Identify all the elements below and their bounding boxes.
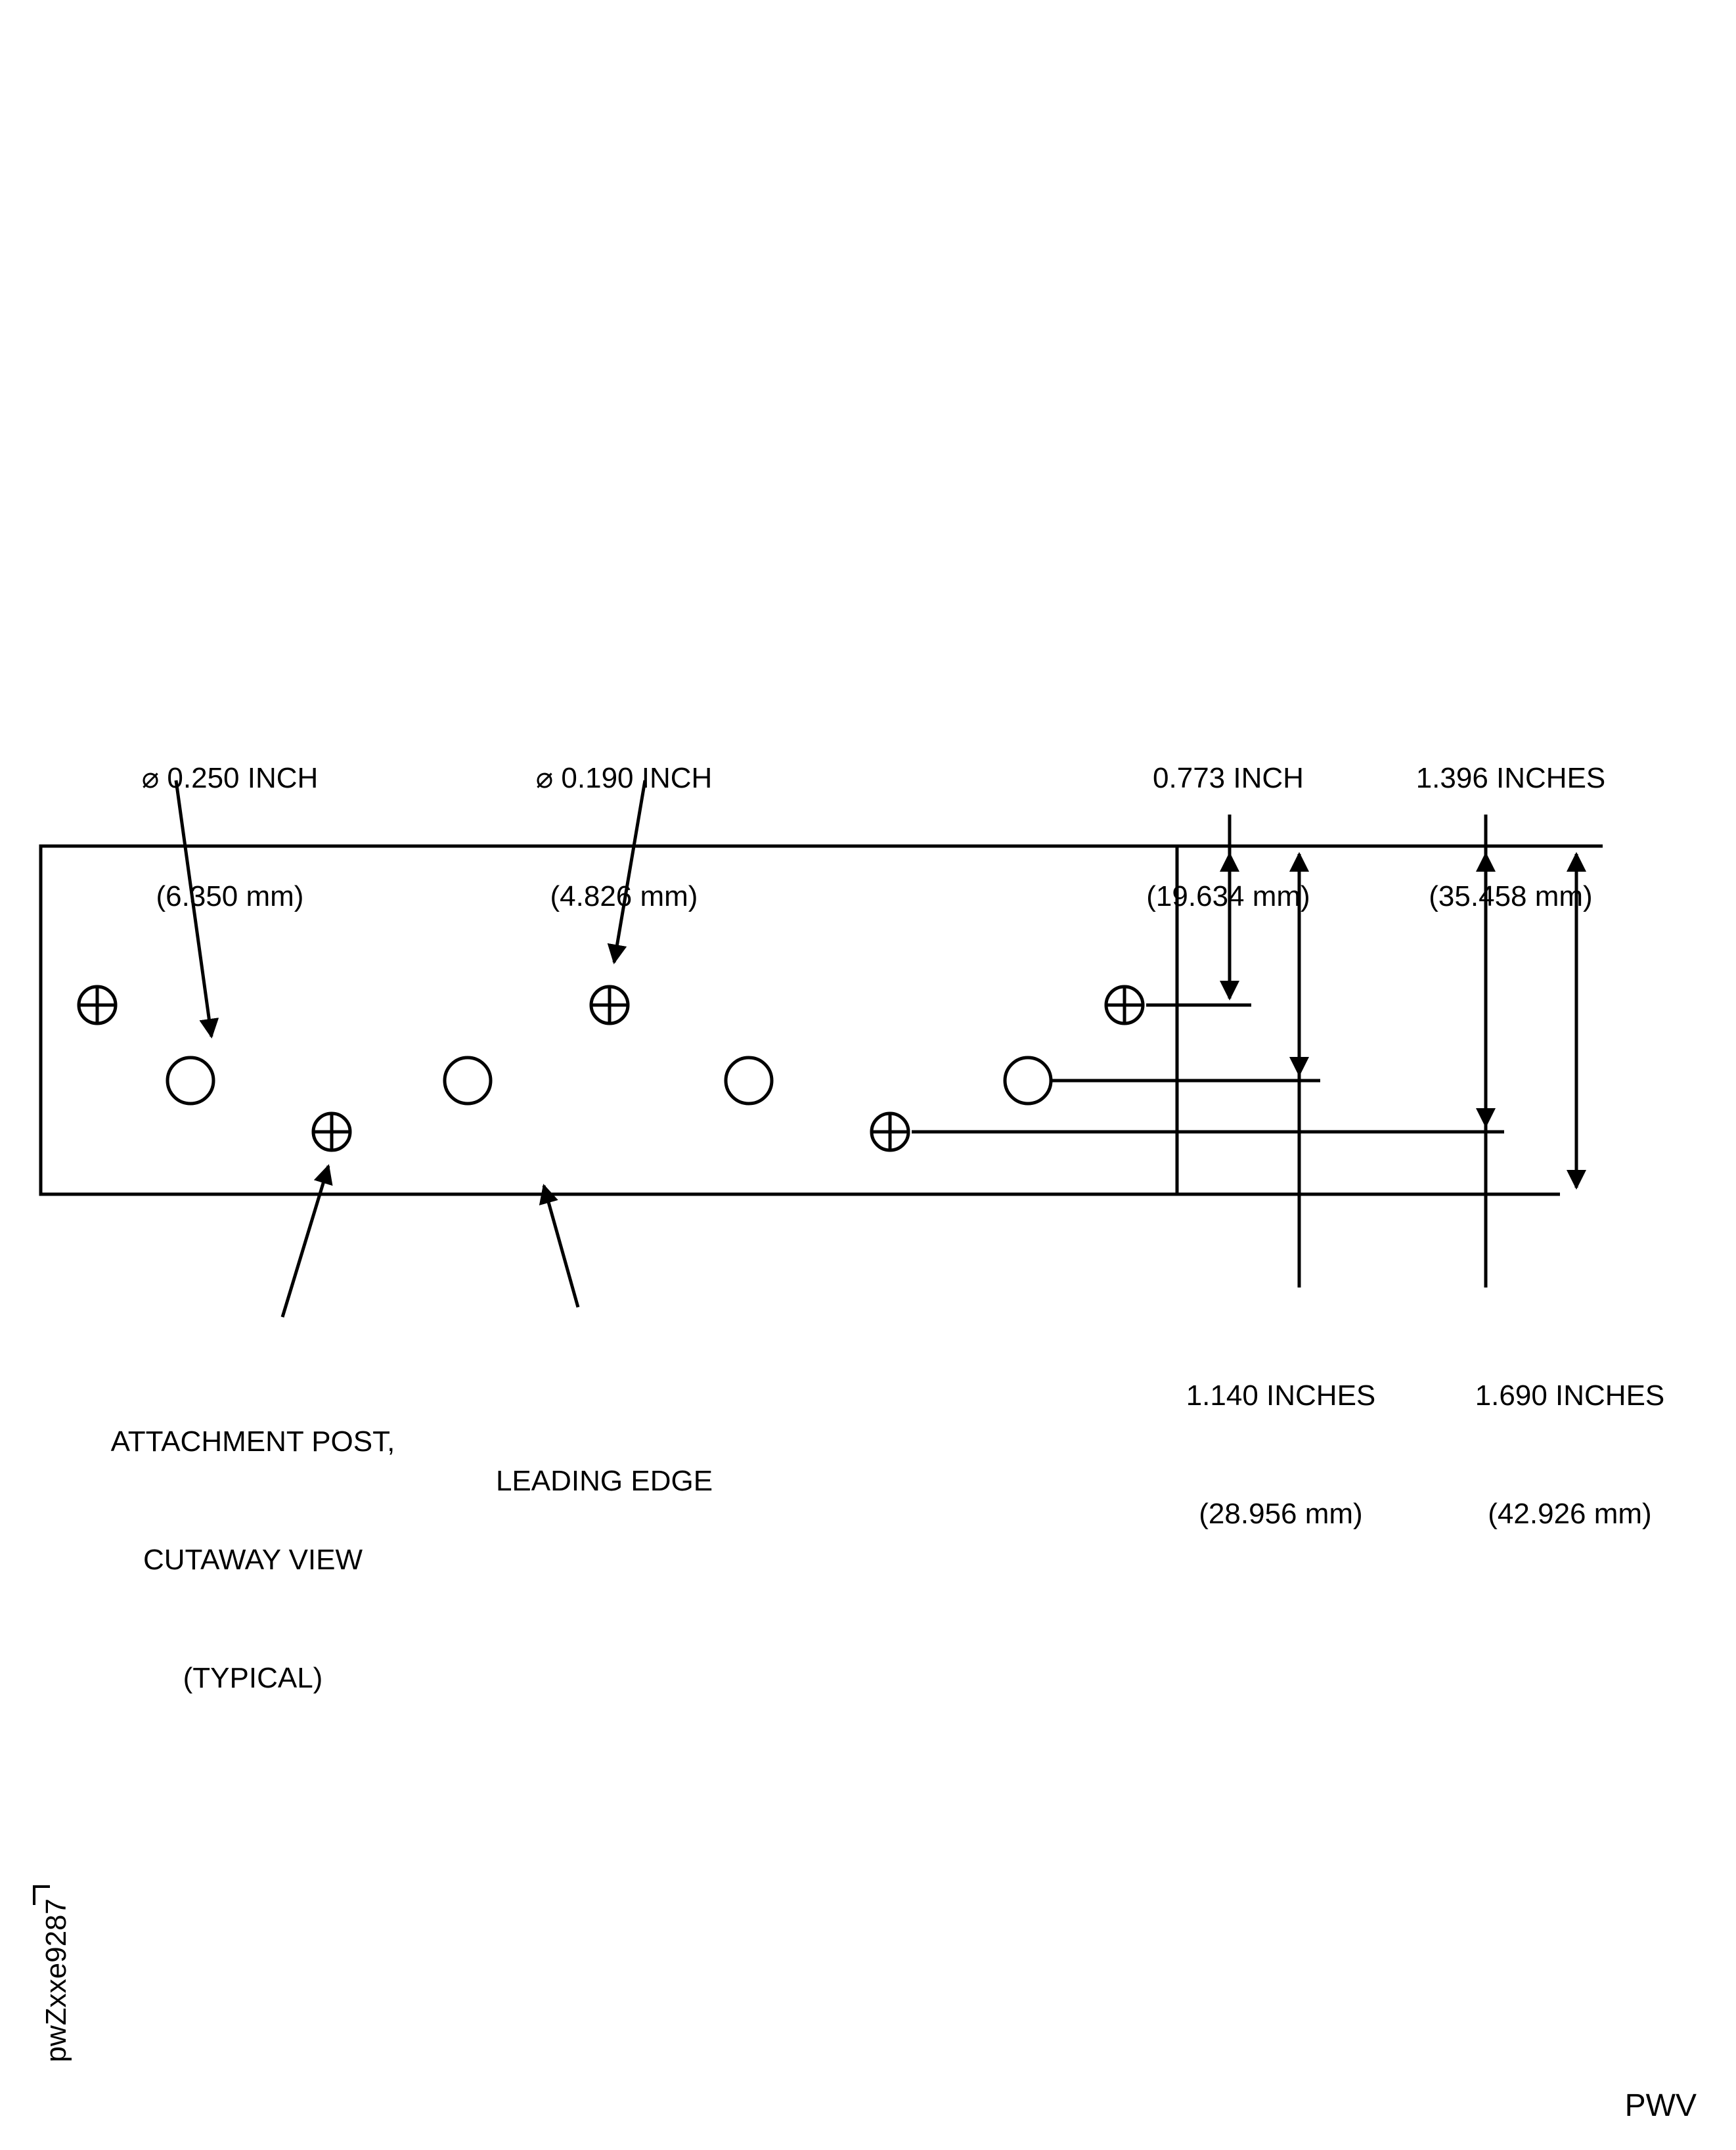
large-hole: [1005, 1058, 1051, 1104]
label-dim-1396: [1366, 680, 1655, 995]
label-dim-1140: [1143, 1297, 1419, 1613]
figure-code: pwZxxe9287: [40, 1898, 72, 2063]
attachment-post-hole: [313, 1113, 350, 1150]
label-hole-small-line1: ⌀ 0.190 INCH: [535, 762, 713, 794]
label-attachment-post-line1: ATTACHMENT POST,: [110, 1425, 395, 1458]
attachment-post-holes: [79, 987, 1143, 1150]
footer-label: PWV: [1624, 2088, 1697, 2123]
label-dim-1690: [1425, 1297, 1714, 1613]
label-dim-1690-line1: 1.690 INCHES: [1475, 1379, 1665, 1412]
label-dim-1690-line2: (42.926 mm): [1488, 1498, 1652, 1530]
label-hole-large-diameter: [92, 680, 368, 995]
label-attachment-post-line2: CUTAWAY VIEW: [143, 1544, 363, 1576]
leader-attachment-post: [282, 1166, 328, 1317]
label-attachment-post-line3: (TYPICAL): [183, 1662, 323, 1694]
label-hole-small-line2: (4.826 mm): [550, 880, 698, 912]
label-leading-edge-line1: LEADING EDGE: [495, 1465, 713, 1497]
label-dim-1140-line1: 1.140 INCHES: [1186, 1379, 1376, 1412]
label-attachment-post: [66, 1343, 440, 1777]
large-hole: [167, 1058, 213, 1104]
large-hole: [726, 1058, 772, 1104]
label-leading-edge: [460, 1383, 749, 1580]
large-hole: [445, 1058, 491, 1104]
label-hole-small-diameter: [486, 680, 762, 995]
label-dim-0773-line1: 0.773 INCH: [1153, 762, 1304, 794]
label-dim-0773: [1090, 680, 1366, 995]
attachment-post-hole: [872, 1113, 908, 1150]
leader-leading-edge: [544, 1186, 578, 1307]
label-hole-large-line2: (6.350 mm): [156, 880, 304, 912]
label-dim-0773-line2: (19.634 mm): [1146, 880, 1310, 912]
label-dim-1396-line1: 1.396 INCHES: [1415, 762, 1606, 794]
label-dim-1140-line2: (28.956 mm): [1199, 1498, 1363, 1530]
label-dim-1396-line2: (35.458 mm): [1429, 880, 1593, 912]
label-hole-large-line1: ⌀ 0.250 INCH: [141, 762, 319, 794]
large-holes: [167, 1058, 1051, 1104]
